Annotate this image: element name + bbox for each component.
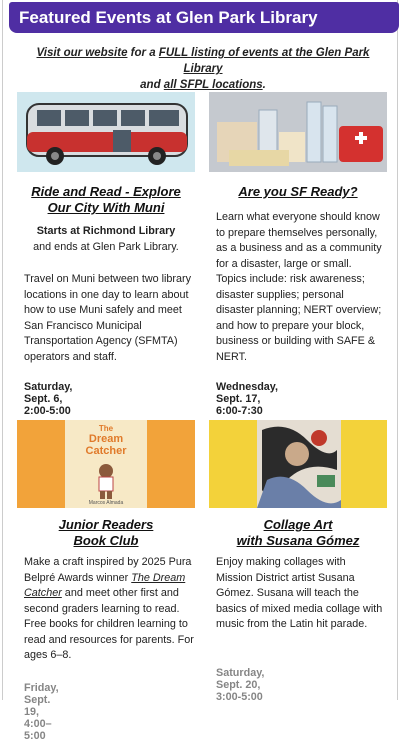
dream-catcher-cover-image[interactable] <box>17 420 195 508</box>
event-desc-jr-part-b: and meet other first and second graders learning to read. Free books for children learning to read and resources for parents. For ages 6–8. <box>24 587 194 661</box>
book-cover-author: Marcos Almada <box>88 500 124 506</box>
intro-text-mid1: for a <box>127 47 159 59</box>
event-title-junior-readers[interactable] <box>17 517 195 549</box>
muni-bus-image[interactable] <box>17 92 195 172</box>
event-title-muni[interactable] <box>17 184 195 216</box>
event-title-collage-line2: with Susana Gómez <box>236 533 360 548</box>
book-cover-title <box>65 424 147 457</box>
event-desc-sf-ready: Learn what everyone should know to prepare themselves personally, as a business and as a community for a disaster, large or small. Topics include: risk awareness; disaster supplies; personal disaster planning; NERT overview; and how to prepare your block, business or building with SAFE & NERT. <box>216 211 382 363</box>
event-title-collage[interactable] <box>209 517 387 549</box>
book-cover-title-line2: Dream <box>88 433 124 445</box>
event-desc-jr-part-a: Make a craft inspired by 2025 Pura Belpré Awards winner <box>24 556 192 584</box>
event-date-muni: Saturday, Sept. 6, 2:00-5:00 <box>24 381 73 417</box>
intro-text-mid2: and <box>140 79 164 91</box>
event-sub-muni <box>17 224 195 255</box>
event-title-sf-ready[interactable]: Are you SF Ready? <box>238 184 358 199</box>
event-title-muni-line2: Our City With Muni <box>47 200 165 215</box>
event-title-collage-line1: Collage Art <box>263 517 333 532</box>
event-desc-collage: Enjoy making collages with Mission District artist Susana Gómez. Susana will teach the basics of mixed media collage with music from the Latin hit parade. <box>216 556 383 630</box>
event-date-sf-ready: Wednesday, Sept. 17, 6:00-7:30 <box>216 381 279 417</box>
event-title-muni-line1: Ride and Read - Explore <box>31 184 181 199</box>
website-link[interactable]: Visit our website <box>36 47 128 59</box>
event-sub-bold: Starts at Richmond Library <box>36 225 176 237</box>
collage-artwork <box>257 420 341 508</box>
page-title: Featured Events at Glen Park Library <box>19 8 318 27</box>
event-title-jr-line1: Junior Readers <box>58 517 154 532</box>
disaster-supplies-image[interactable] <box>209 92 387 172</box>
intro-text-end: . <box>262 79 266 91</box>
event-title-jr-line2: Book Club <box>73 533 139 548</box>
sfpl-locations-link[interactable]: all SFPL locations <box>163 79 263 91</box>
event-sub-text: and ends at Glen Park Library. <box>33 240 179 253</box>
event-desc-junior-readers <box>24 555 196 664</box>
header-bar <box>9 2 399 33</box>
book-cover-title-line3: Catcher <box>85 445 127 457</box>
event-date-junior-readers: Friday, Sept. 19, 4:00–5:00 <box>24 682 59 742</box>
event-date-collage: Saturday, Sept. 20, 3:00-5:00 <box>216 667 265 703</box>
dream-catcher-link[interactable]: The Dream Catcher <box>24 571 186 599</box>
collage-art-image[interactable] <box>209 420 387 508</box>
newsletter-page <box>2 0 398 742</box>
book-cover <box>65 420 147 508</box>
event-desc-muni: Travel on Muni between two library locations in one day to learn about how to use Muni safely and meet San Francisco Municipal Transportation Agency (SFMTA) operators and staff. <box>24 273 192 363</box>
book-cover-child-illustration <box>91 462 121 500</box>
full-listing-link[interactable]: FULL listing of events at the Glen Park Library <box>158 47 370 75</box>
book-cover-title-line1: The <box>98 424 114 433</box>
intro-text <box>17 45 389 93</box>
